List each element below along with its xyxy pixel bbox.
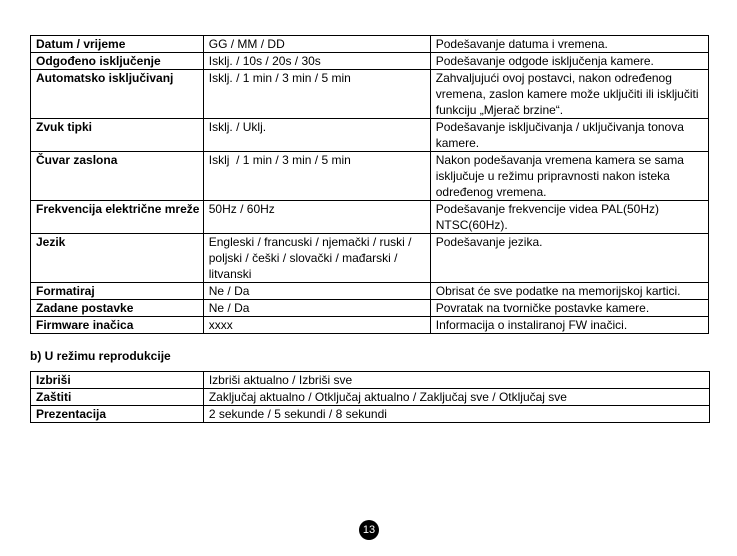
setting-options: 50Hz / 60Hz	[203, 201, 430, 234]
playback-table	[30, 371, 710, 423]
table-row	[31, 300, 709, 317]
table-row	[31, 201, 709, 234]
setting-options: GG / MM / DD	[203, 36, 430, 53]
setting-name: Jezik	[31, 234, 204, 283]
table-row	[31, 406, 710, 423]
setting-name: Zvuk tipki	[31, 119, 204, 152]
setting-description: Podešavanje frekvencije videa PAL(50Hz) NTSC(60Hz).	[430, 201, 708, 234]
setting-name: Datum / vrijeme	[31, 36, 204, 53]
setting-options: Isklj / 1 min / 3 min / 5 min	[203, 152, 430, 201]
page-number-badge: 13	[359, 520, 379, 540]
setting-description: Podešavanje jezika.	[430, 234, 708, 283]
setting-options: Ne / Da	[203, 283, 430, 300]
playback-option-values: 2 sekunde / 5 sekundi / 8 sekundi	[203, 406, 709, 423]
table-row	[31, 317, 709, 334]
settings-table	[30, 35, 709, 334]
table-row	[31, 389, 710, 406]
playback-option-name: Prezentacija	[31, 406, 204, 423]
setting-name: Čuvar zaslona	[31, 152, 204, 201]
setting-description: Podešavanje isključivanja / uključivanja tonova kamere.	[430, 119, 708, 152]
setting-description: Povratak na tvorničke postavke kamere.	[430, 300, 708, 317]
table-row	[31, 36, 709, 53]
setting-name: Frekvencija električne mreže	[31, 201, 204, 234]
table-row	[31, 119, 709, 152]
setting-name: Zadane postavke	[31, 300, 204, 317]
setting-description: Nakon podešavanja vremena kamera se sama isključuje u režimu pripravnosti nakon isteka određenog vremena.	[430, 152, 708, 201]
playback-section-heading: b) U režimu reprodukcije	[30, 349, 171, 363]
table-row	[31, 152, 709, 201]
setting-options: Isklj. / 1 min / 3 min / 5 min	[203, 70, 430, 119]
setting-description: Informacija o instaliranoj FW inačici.	[430, 317, 708, 334]
table-row	[31, 372, 710, 389]
table-row	[31, 283, 709, 300]
playback-option-values: Izbriši aktualno / Izbriši sve	[203, 372, 709, 389]
setting-options: Engleski / francuski / njemački / ruski / poljski / češki / slovački / mađarski / litvanski	[203, 234, 430, 283]
setting-description: Podešavanje datuma i vremena.	[430, 36, 708, 53]
setting-description: Zahvaljujući ovoj postavci, nakon određenog vremena, zaslon kamere može uključiti ili isključiti funkciju „Mjerač brzine“.	[430, 70, 708, 119]
setting-name: Odgođeno isključenje	[31, 53, 204, 70]
setting-options: Ne / Da	[203, 300, 430, 317]
playback-option-values: Zaključaj aktualno / Otključaj aktualno / Zaključaj sve / Otključaj sve	[203, 389, 709, 406]
setting-options: Isklj. / Uklj.	[203, 119, 430, 152]
setting-description: Podešavanje odgode isključenja kamere.	[430, 53, 708, 70]
setting-description: Obrisat će sve podatke na memorijskoj kartici.	[430, 283, 708, 300]
setting-options: Isklj. / 10s / 20s / 30s	[203, 53, 430, 70]
table-row	[31, 70, 709, 119]
playback-option-name: Izbriši	[31, 372, 204, 389]
setting-name: Formatiraj	[31, 283, 204, 300]
setting-name: Automatsko isključivanj	[31, 70, 204, 119]
table-row	[31, 234, 709, 283]
playback-option-name: Zaštiti	[31, 389, 204, 406]
table-row	[31, 53, 709, 70]
setting-options: xxxx	[203, 317, 430, 334]
setting-name: Firmware inačica	[31, 317, 204, 334]
